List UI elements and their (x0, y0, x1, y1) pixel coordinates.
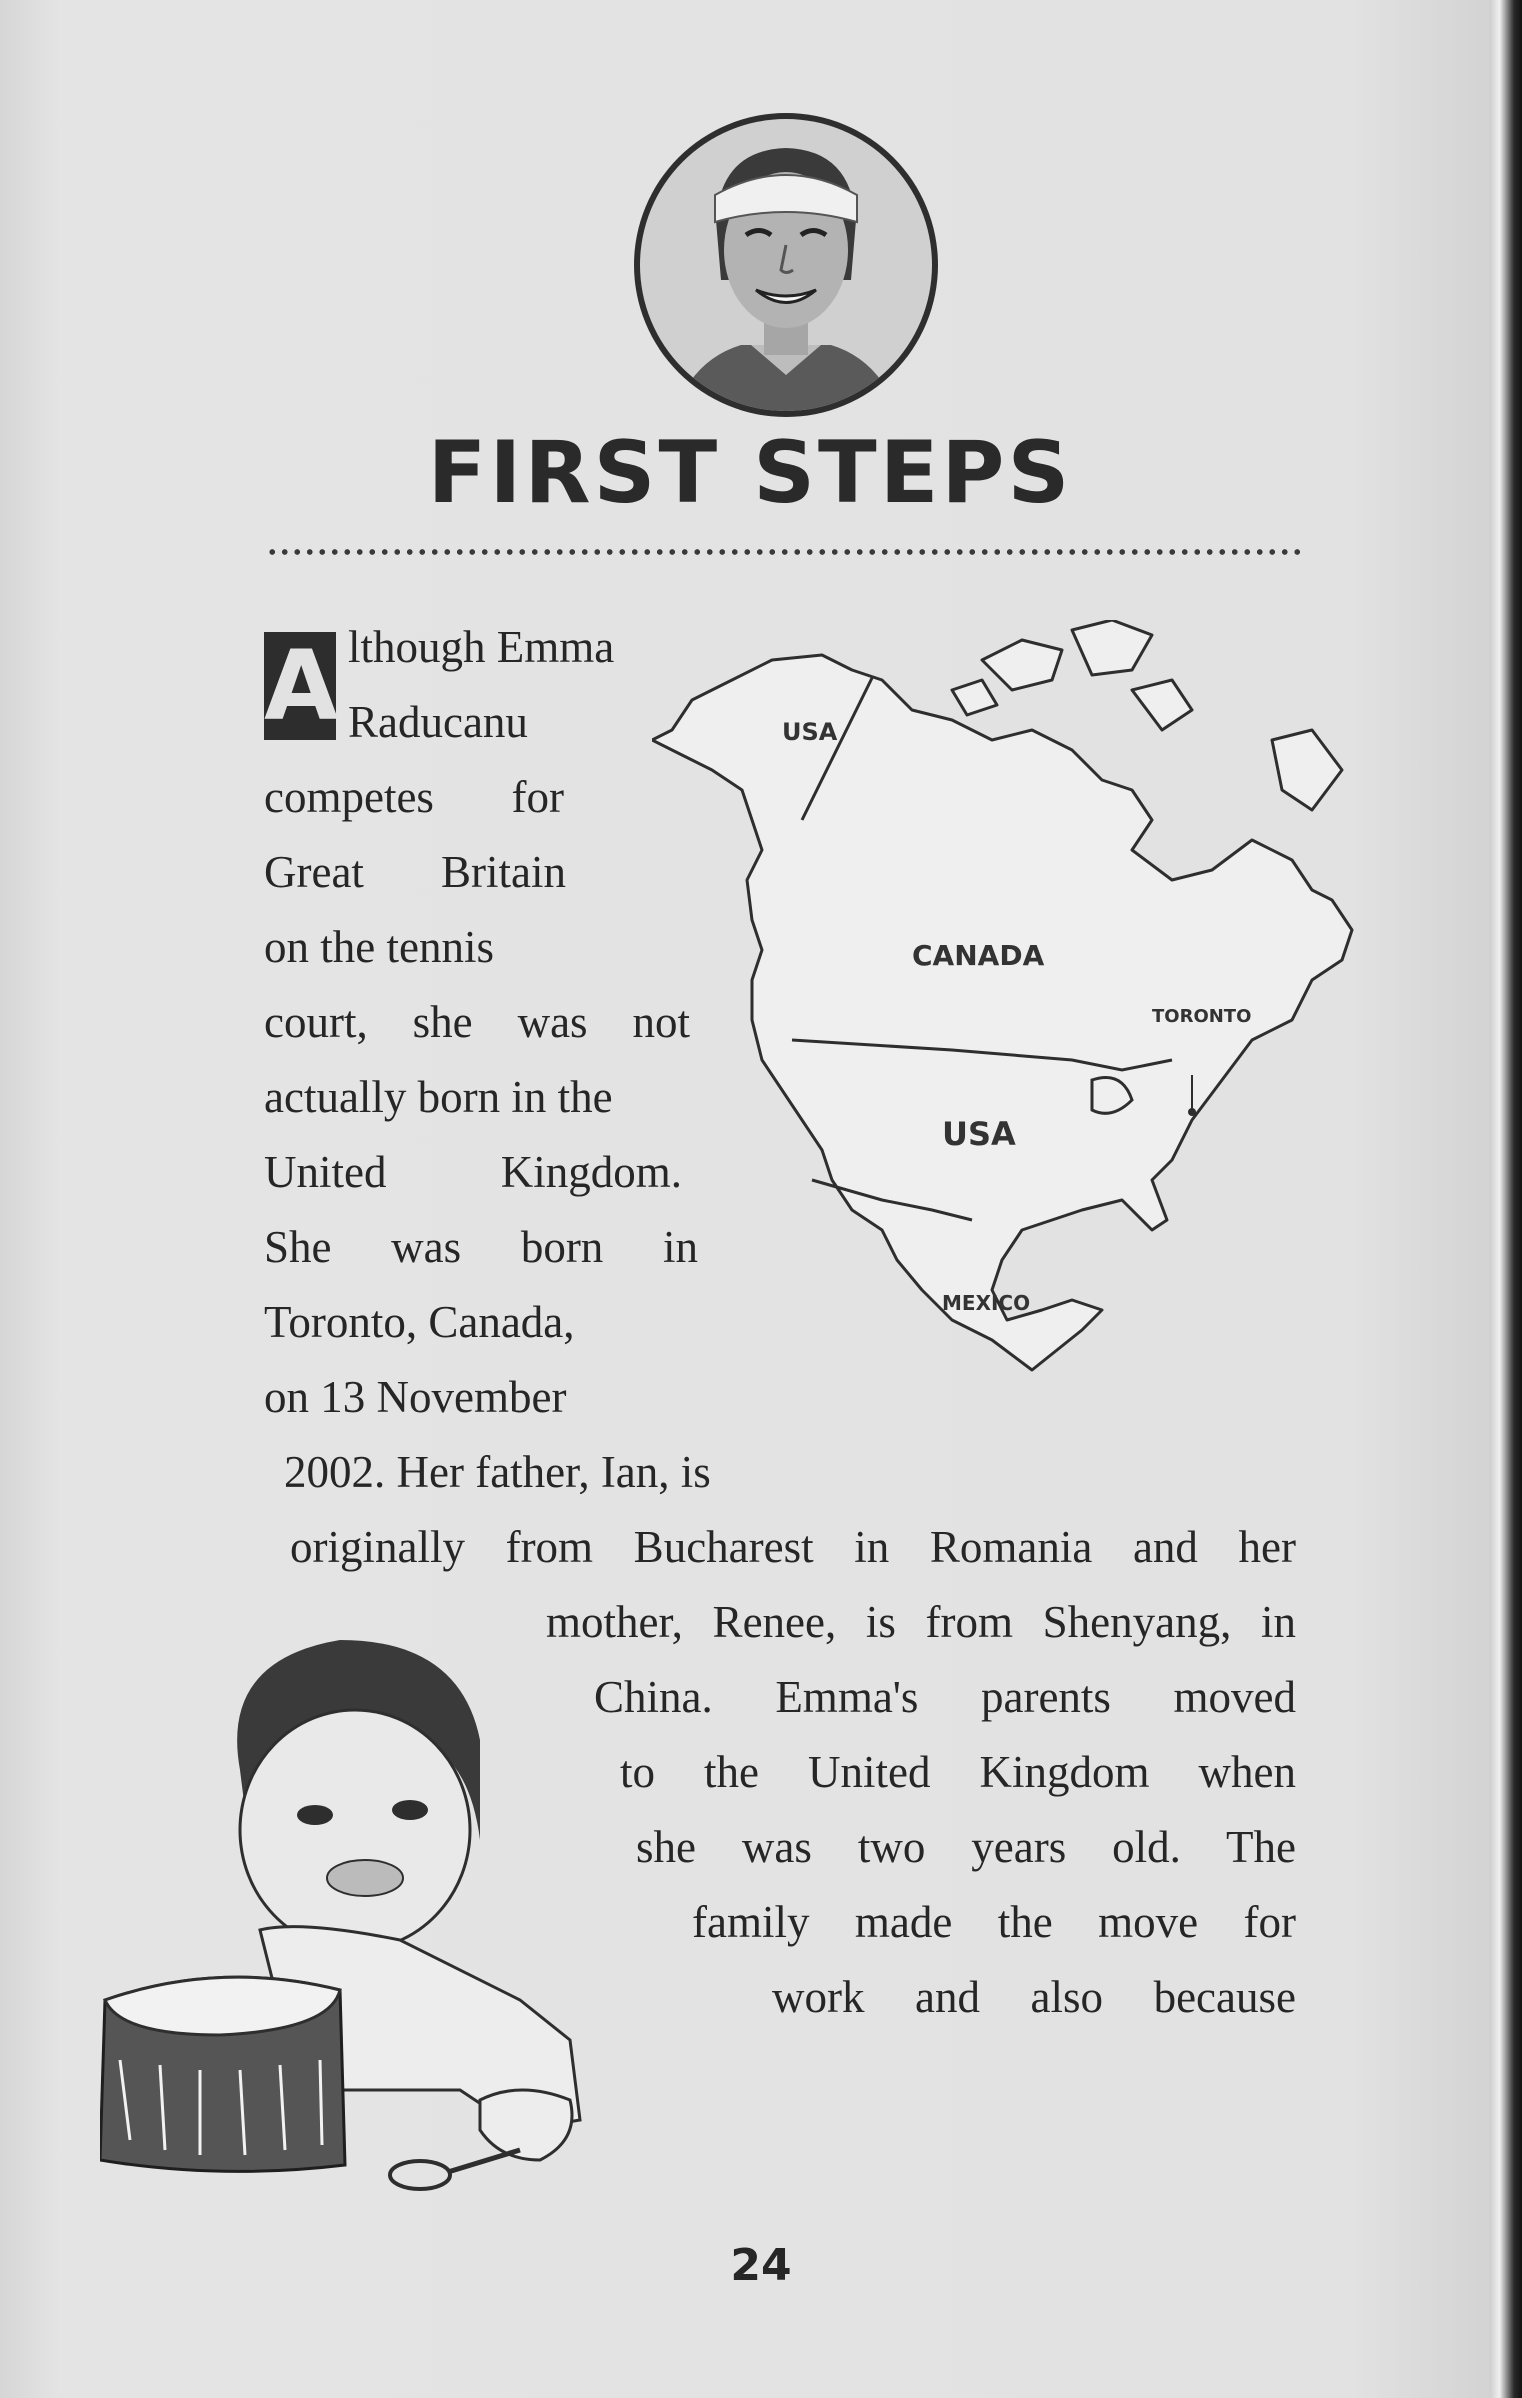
text-line: Toronto, Canada, (264, 1297, 575, 1347)
map-label-mexico: MEXICO (942, 1291, 1031, 1315)
drop-cap: A (264, 630, 339, 742)
map-label-usa-alaska: USA (782, 718, 838, 746)
text-line: family made the move for (692, 1897, 1296, 1947)
portrait-medallion (631, 110, 941, 420)
text-line: United Kingdom. (264, 1147, 682, 1197)
text-line: She was born in (264, 1222, 698, 1272)
text-line: court, she was not (264, 997, 690, 1047)
text-line: lthough Emma (348, 622, 615, 672)
text-line: mother, Renee, is from Shenyang, in (546, 1597, 1296, 1647)
baby-with-cake-illustration (100, 1620, 780, 2210)
text-line: actually born in the (264, 1072, 613, 1122)
text-line: work and also because (772, 1972, 1296, 2022)
text-line: Raducanu (348, 697, 528, 747)
north-america-map (652, 620, 1382, 1435)
dotted-divider (266, 548, 1306, 556)
page-edge-shadow (1490, 0, 1522, 2398)
toronto-dot (1188, 1108, 1196, 1116)
page-number: 24 (730, 2240, 792, 2291)
map-label-toronto: TORONTO (1152, 1006, 1252, 1027)
text-line: 2002. Her father, Ian, is (284, 1447, 711, 1497)
text-line: on 13 November (264, 1372, 567, 1422)
text-line: Great Britain (264, 847, 566, 897)
text-line: on the tennis (264, 922, 494, 972)
chapter-title: FIRST STEPS (427, 423, 1073, 523)
text-line: to the United Kingdom when (620, 1747, 1296, 1797)
text-line: she was two years old. The (636, 1822, 1296, 1872)
text-line: China. Emma's parents moved (594, 1672, 1296, 1722)
text-line: originally from Bucharest in Romania and her (290, 1522, 1296, 1572)
map-label-canada: CANADA (912, 939, 1045, 972)
text-line: competes for (264, 772, 564, 822)
map-label-usa: USA (942, 1115, 1016, 1153)
